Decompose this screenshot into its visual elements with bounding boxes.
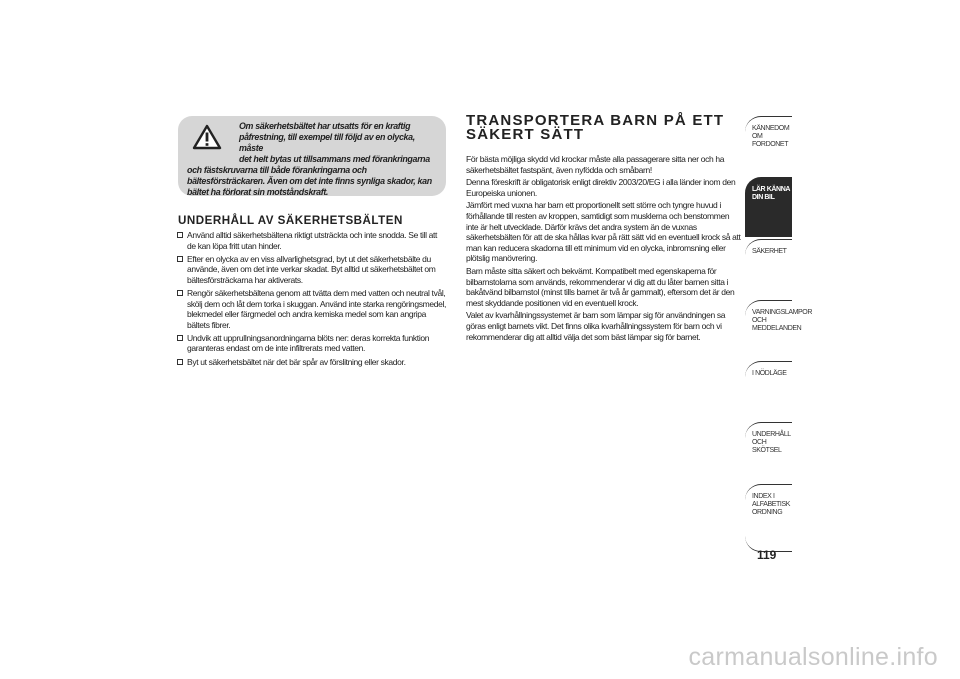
checkbox-bullet-icon	[177, 335, 183, 341]
transport-body	[466, 154, 742, 344]
list-item	[177, 357, 447, 368]
checkbox-bullet-icon	[177, 256, 183, 262]
warning-line: och fästskruvarna till både förankringarna och	[187, 165, 367, 175]
warning-line: påfrestning, till exempel till följd av en olycka, måste	[239, 132, 415, 153]
list-item	[177, 333, 447, 354]
paragraph: För bästa möjliga skydd vid krockar måste alla passagerare sitta ner och ha säkerhetsbältet fastspänt, även nyfödda och småbarn!	[466, 154, 725, 175]
checkbox-bullet-icon	[177, 359, 183, 365]
list-item	[177, 230, 447, 251]
chapter-tabs	[745, 116, 813, 553]
warning-line: bältesförsträckaren. Även om det inte finns synliga skador, kan	[187, 176, 432, 186]
maintenance-list	[177, 230, 447, 370]
list-item	[177, 254, 447, 286]
tab-sakerhet[interactable]: SÄKERHET	[745, 239, 792, 299]
paragraph: Jämfört med vuxna har barn ett proportionellt sett större och tyngre huvud i förhållande till resten av kroppen, samtidigt som musklerna och benstommen inte är helt utvecklade. Därför krävs det andra system än de vuxnas säkerhetsbälten för att de ska hållas kvar på rätt sätt vid en eventuell krock så att man kan reducera skadorna till ett minimum vid en olycka, inbromsning eller plötslig manövrering.	[466, 200, 741, 264]
tab-varningslampor[interactable]: VARNINGSLAMPOR OCH MEDDELANDEN	[745, 300, 792, 360]
checkbox-bullet-icon	[177, 232, 183, 238]
warning-text	[187, 121, 437, 198]
warning-line: bältet ha förlorat sin motståndskraft.	[187, 187, 329, 197]
page-number: 119	[757, 548, 777, 562]
tab-index[interactable]: INDEX I ALFABETISK ORDNING	[745, 484, 792, 552]
list-item	[177, 288, 447, 330]
paragraph: Denna föreskrift är obligatorisk enligt direktiv 2003/20/EG i alla länder inom den Europeiska unionen.	[466, 177, 736, 198]
paragraph: Barn måste sitta säkert och bekvämt. Kompatibelt med egenskaperna för bilbarnstolarna som används, rekommenderar vi dig att du låter barnen sitta i bakåtvänd bilbarnstol (minst tills barnet är två år gammalt), eftersom det är den mest skyddande positionen vid en eventuell krock.	[466, 265, 735, 308]
watermark: carmanualsonline.info	[688, 643, 938, 671]
list-item-text: Efter en olycka av en viss allvarlighetsgrad, byt ut det säkerhetsbälte du använde, även om det inte verkar skadat. Byt alltid ut säkerhetsbältet om bältesförsträckarna har aktiverats.	[187, 253, 436, 285]
transport-heading: TRANSPORTERA BARN PÅ ETT SÄKERT SÄTT	[466, 112, 725, 143]
warning-triangle-icon	[192, 124, 222, 150]
warning-line: Om säkerhetsbältet har utsatts för en kraftig	[239, 121, 411, 131]
tab-lar-kanna-din-bil[interactable]: LÄR KÄNNA DIN BIL	[745, 177, 792, 237]
list-item-text: Undvik att upprullningsanordningarna blöts ner: deras korrekta funktion garanteras endast om de inte infiltrerats med vatten.	[187, 332, 430, 354]
checkbox-bullet-icon	[177, 290, 183, 296]
list-item-text: Använd alltid säkerhetsbältena riktigt utsträckta och inte snodda. Se till att de kan löpa fritt utan hinder.	[187, 230, 438, 251]
paragraph: Valet av kvarhållningssystemet är barn som lämpar sig för användningen sa göras enligt barnets vikt. Det finns olika kvarhållningssystem för barn och vi rekommenderar dig att alltid välja det som bäst lämpar sig för barnet.	[466, 310, 726, 342]
tab-i-nodlage[interactable]: I NÖDLÄGE	[745, 361, 792, 421]
list-item-text: Rengör säkerhetsbältena genom att tvätta dem med vatten och neutral tvål, skölj dem och låt dem torka i skuggan. Använd inte starka rengöringsmedel, blekmedel eller färgmedel och andra kemiska medel som kan angripa bältets fibrer.	[187, 287, 447, 330]
warning-line: det helt bytas ut tillsammans med förankringarna	[239, 154, 430, 164]
tab-underhall-och-skotsel[interactable]: UNDERHÅLL OCH SKÖTSEL	[745, 422, 792, 482]
list-item-text: Byt ut säkerhetsbältet när det bär spår av förslitning eller skador.	[187, 356, 406, 367]
tab-kannedom-om-fordonet[interactable]: KÄNNEDOM OM FORDONET	[745, 116, 792, 176]
warning-box	[178, 116, 446, 196]
maintenance-heading: UNDERHÅLL AV SÄKERHETSBÄLTEN	[178, 214, 403, 227]
